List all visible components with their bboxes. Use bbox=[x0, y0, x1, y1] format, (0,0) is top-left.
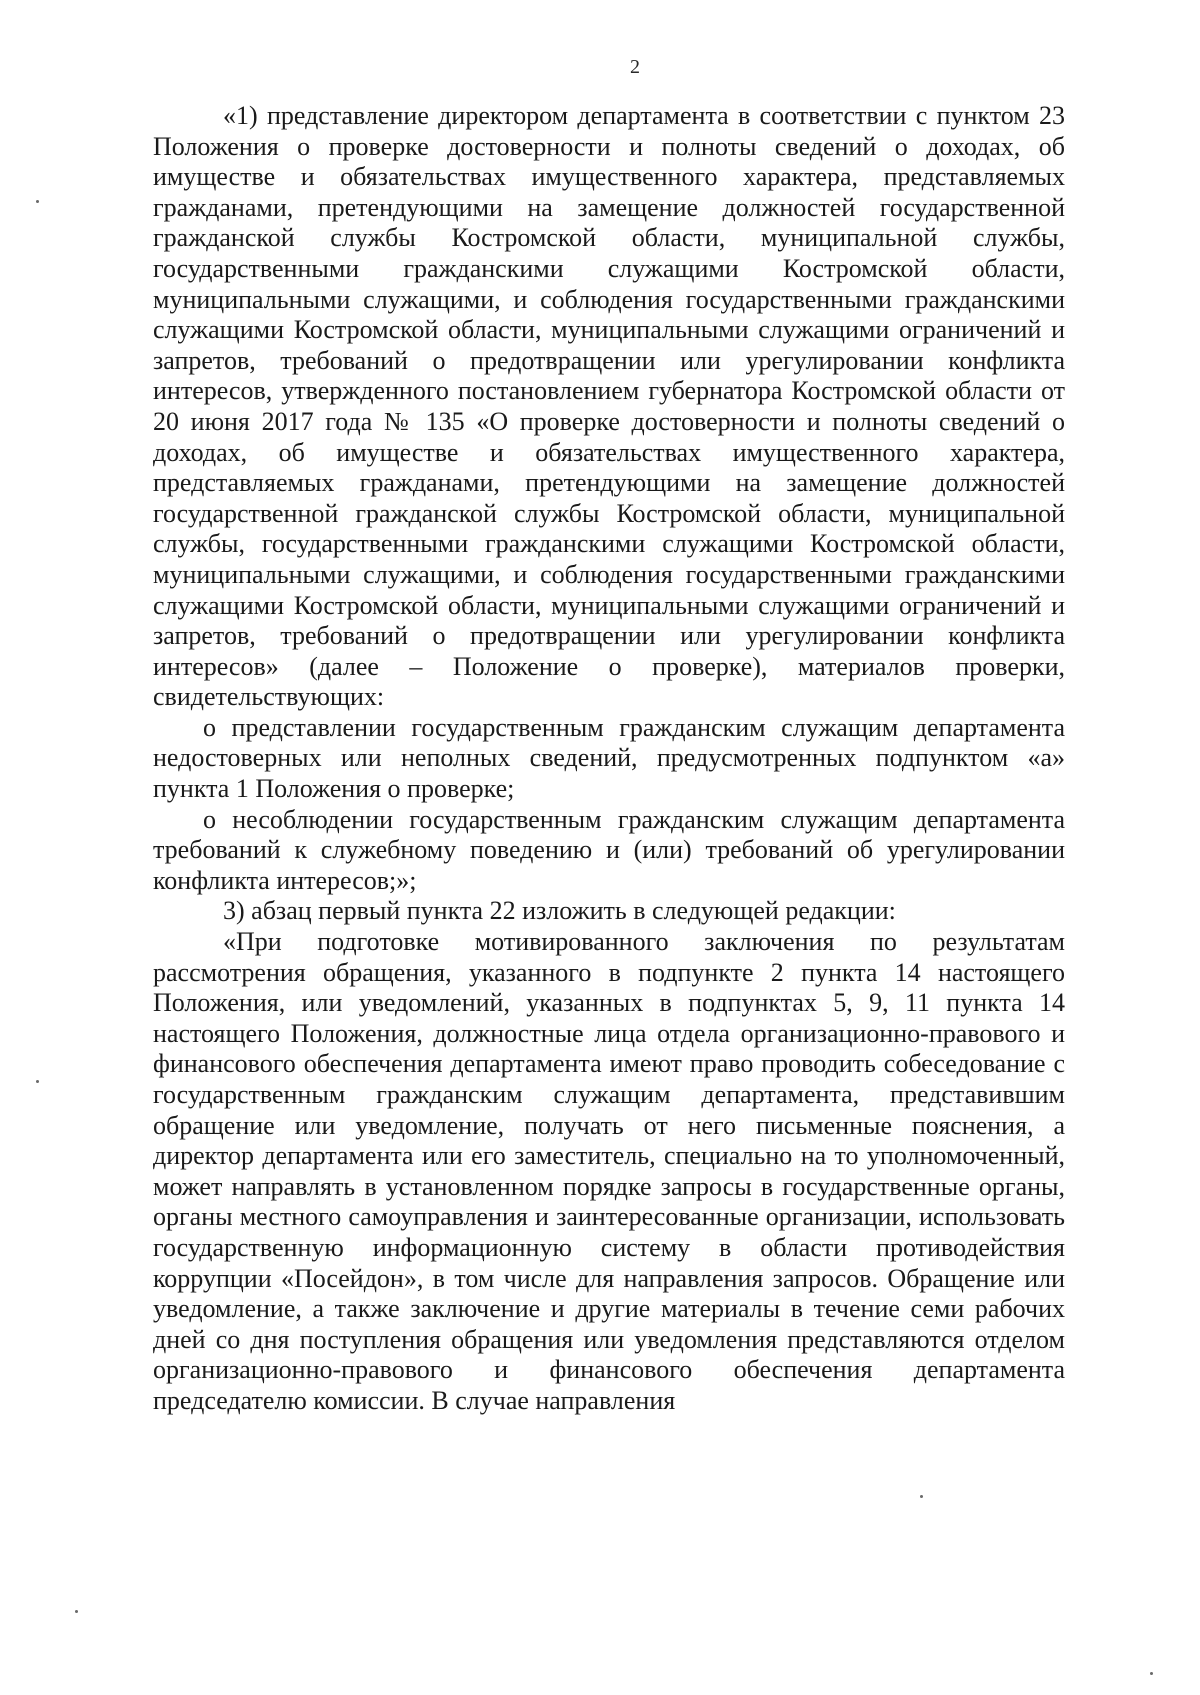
scan-speck bbox=[36, 200, 39, 203]
paragraph-subitem-a: о представлении государственным гражданским служащим департамента недостоверных или неполных сведений, предусмотренных подпунктом «а» пункта 1 Положения о проверке; bbox=[153, 712, 1065, 804]
scan-speck bbox=[75, 1610, 78, 1613]
page-number: 2 bbox=[630, 56, 640, 78]
paragraph-item-3-heading: 3) абзац первый пункта 22 изложить в следующей редакции: bbox=[223, 896, 896, 926]
scan-speck bbox=[920, 1495, 923, 1498]
paragraph-item-1-text: «1) представление директором департамента в соответствии с пунктом 23 Положения о проверке достоверности и полноты сведений о доходах, об имуществе и обязательствах имущественного характера, представляемых гражданами, претендующими на замещение должностей государственной гражданской службы Костромской области, муниципальной службы, государственными гражданскими служащими Костромской области, муниципальными служащими, и соблюдения государственными гражданскими служащими Костромской области, муниципальными служащими ограничений и запретов, требований о предотвращении или урегулировании конфликта интересов, утвержденного постановлением губернатора Костромской области от 20 июня 2017 года № 135 «О проверке достоверности и полноты сведений о доходах, об имуществе и обязательствах имущественного характера, представляемых гражданами, претендующими на замещение должностей государственной гражданской службы Костромской области, муниципальной службы, государственными гражданскими служащими Костромской области, муниципальными служащими, и соблюдения государственными гражданскими служащими Костромской области, муниципальными служащими ограничений и запретов, требований о предотвращении или урегулировании конфликта интересов» (далее – Положение о проверке), материалов проверки, свидетельствующих: bbox=[153, 101, 1065, 712]
paragraph-subitem-b: о несоблюдении государственным гражданским служащим департамента требований к служебному поведению и (или) требований об урегулировании конфликта интересов;»; bbox=[153, 804, 1065, 895]
document-body bbox=[153, 101, 1065, 1417]
scan-speck bbox=[1150, 1672, 1153, 1675]
scan-speck bbox=[36, 1080, 39, 1083]
paragraph-item-22-text: «При подготовке мотивированного заключения по результатам рассмотрения обращения, указанного в подпункте 2 пункта 14 настоящего Положения, или уведомлений, указанных в подпунктах 5, 9, 11 пункта 14 настоящего Положения, должностные лица отдела организационно-правового и финансового обеспечения департамента имеют право проводить собеседование с государственным гражданским служащим департамента, представившим обращение или уведомление, получать от него письменные пояснения, а директор департамента или его заместитель, специально на то уполномоченный, может направлять в установленном порядке запросы в государственные органы, органы местного самоуправления и заинтересованные организации, использовать государственную информационную систему в области противодействия коррупции «Посейдон», в том числе для направления запросов. Обращение или уведомление, а также заключение и другие материалы в течение семи рабочих дней со дня поступления обращения или уведомления представляются отделом организационно-правового и финансового обеспечения департамента председателю комиссии. В случае направления bbox=[153, 927, 1065, 1415]
